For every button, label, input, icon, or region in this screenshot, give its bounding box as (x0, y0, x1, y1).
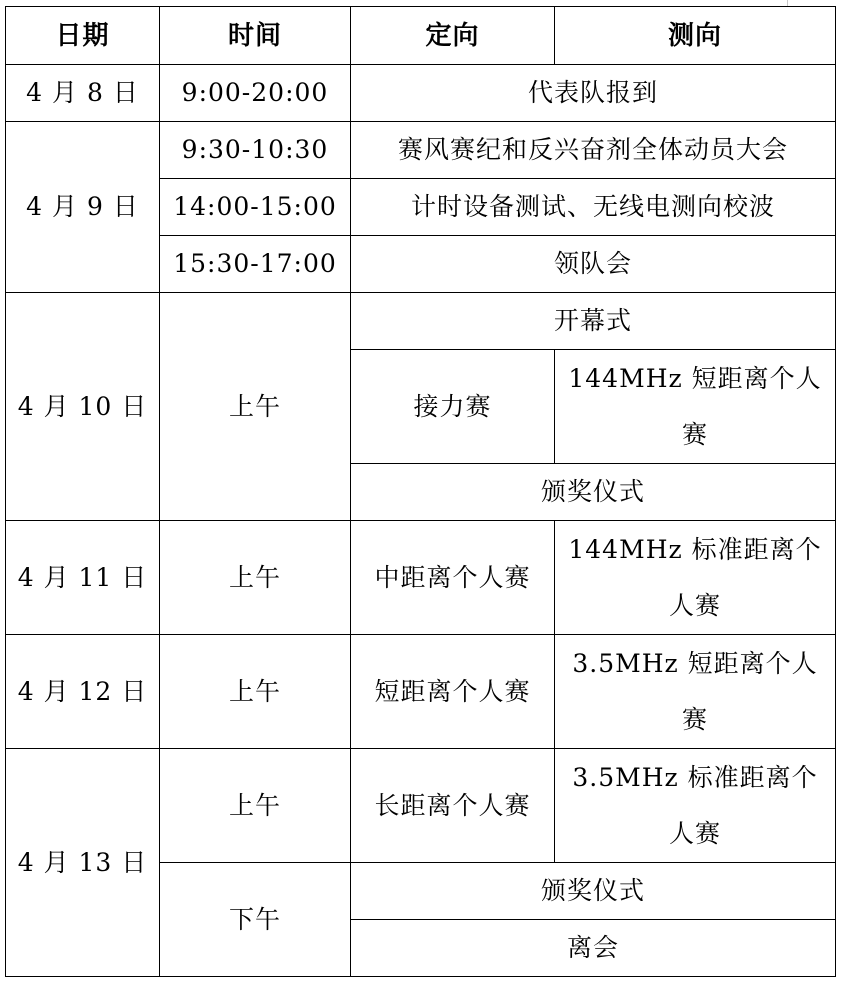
time-cell: 上午 (160, 521, 351, 635)
event-cell: 颁奖仪式 (351, 863, 836, 920)
date-cell: 4 月 8 日 (6, 65, 160, 122)
rdf-cell: 3.5MHz 标准距离个人赛 (555, 749, 836, 863)
event-cell: 开幕式 (351, 293, 836, 350)
schedule-table (5, 6, 836, 977)
date-cell: 4 月 13 日 (6, 749, 160, 977)
table-row (6, 65, 836, 122)
date-cell: 4 月 11 日 (6, 521, 160, 635)
orienteering-cell: 短距离个人赛 (351, 635, 555, 749)
orienteering-cell: 中距离个人赛 (351, 521, 555, 635)
date-cell: 4 月 10 日 (6, 293, 160, 521)
event-cell: 代表队报到 (351, 65, 836, 122)
table-row (6, 635, 836, 692)
time-cell: 9:00-20:00 (160, 65, 351, 122)
event-cell: 领队会 (351, 236, 836, 293)
time-cell: 15:30-17:00 (160, 236, 351, 293)
table-row (6, 749, 836, 806)
orienteering-cell: 接力赛 (351, 350, 555, 464)
time-cell: 14:00-15:00 (160, 179, 351, 236)
rdf-cell: 144MHz 短距离个人赛 (555, 350, 836, 464)
event-cell: 赛风赛纪和反兴奋剂全体动员大会 (351, 122, 836, 179)
table-row (6, 521, 836, 578)
table-row (6, 293, 836, 350)
event-cell: 颁奖仪式 (351, 464, 836, 521)
time-cell: 上午 (160, 293, 351, 521)
header-orienteering: 定向 (351, 7, 555, 65)
header-row (6, 7, 836, 65)
header-time: 时间 (160, 7, 351, 65)
orienteering-cell: 长距离个人赛 (351, 749, 555, 863)
date-cell: 4 月 9 日 (6, 122, 160, 293)
event-cell: 计时设备测试、无线电测向校波 (351, 179, 836, 236)
header-date: 日期 (6, 7, 160, 65)
time-cell: 上午 (160, 635, 351, 749)
time-cell: 下午 (160, 863, 351, 977)
time-cell: 上午 (160, 749, 351, 863)
time-cell: 9:30-10:30 (160, 122, 351, 179)
event-cell: 离会 (351, 920, 836, 977)
header-radio-direction-finding: 测向 (555, 7, 836, 65)
rdf-cell: 144MHz 标准距离个人赛 (555, 521, 836, 635)
date-cell: 4 月 12 日 (6, 635, 160, 749)
rdf-cell: 3.5MHz 短距离个人赛 (555, 635, 836, 749)
table-row (6, 122, 836, 179)
